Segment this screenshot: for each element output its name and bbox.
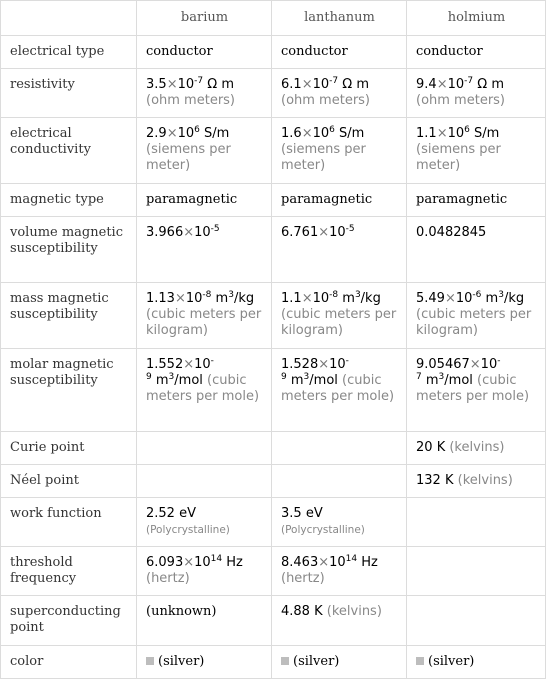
threshold-frequency-barium: $6.093\times 10^{14}$ Hz (hertz) — [137, 547, 272, 596]
row-label-work-function: work function — [1, 498, 137, 547]
threshold-frequency-lanthanum: $8.463\times 10^{14}$ Hz (hertz) — [272, 547, 407, 596]
electrical-type-lanthanum: conductor — [272, 36, 407, 69]
conductivity-lanthanum: $1.6\times 10^6$ S/m (siemens per meter) — [272, 118, 407, 184]
superconducting-point-holmium — [407, 596, 546, 646]
molar-susceptibility-holmium: $9.05467\times 10^{-7}$ $m^3$/mol (cubic meters per mole) — [407, 349, 546, 432]
table-row — [1, 69, 546, 118]
electrical-type-holmium: conductor — [407, 36, 546, 69]
row-label-electrical-type: electrical type — [1, 36, 137, 69]
row-label-mass-magnetic-susceptibility: mass magnetic susceptibility — [1, 283, 137, 349]
volume-susceptibility-holmium: 0.0482845 — [407, 217, 546, 283]
column-header-barium: barium — [137, 1, 272, 36]
mass-susceptibility-barium: $1.13\times 10^{-8}$ $m^3/kg$ (cubic meters per kilogram) — [137, 283, 272, 349]
curie-point-barium — [137, 432, 272, 465]
row-label-neel-point: Néel point — [1, 465, 137, 498]
row-label-resistivity: resistivity — [1, 69, 137, 118]
neel-point-lanthanum — [272, 465, 407, 498]
magnetic-type-barium: paramagnetic — [137, 184, 272, 217]
column-header-lanthanum: lanthanum — [272, 1, 407, 36]
row-label-electrical-conductivity: electrical conductivity — [1, 118, 137, 184]
resistivity-holmium: $9.4\times 10^{-7}$ Ω m (ohm meters) — [407, 69, 546, 118]
color-holmium: (silver) — [407, 646, 546, 679]
mass-susceptibility-holmium: $5.49\times 10^{-6}$ $m^3/kg$ (cubic meters per kilogram) — [407, 283, 546, 349]
superconducting-point-lanthanum: 4.88 K (kelvins) — [272, 596, 407, 646]
color-barium: (silver) — [137, 646, 272, 679]
color-lanthanum: (silver) — [272, 646, 407, 679]
resistivity-barium: $3.5\times 10^{-7}$ Ω m (ohm meters) — [137, 69, 272, 118]
row-label-color: color — [1, 646, 137, 679]
neel-point-holmium: 132 K (kelvins) — [407, 465, 546, 498]
work-function-lanthanum: 3.5 eV (Polycrystalline) — [272, 498, 407, 547]
conductivity-barium: $2.9\times 10^6$ S/m (siemens per meter) — [137, 118, 272, 184]
magnetic-type-holmium: paramagnetic — [407, 184, 546, 217]
table-row — [1, 283, 546, 349]
work-function-holmium — [407, 498, 546, 547]
silver-swatch-icon — [281, 657, 289, 665]
row-label-magnetic-type: magnetic type — [1, 184, 137, 217]
table-row — [1, 432, 546, 465]
table-row — [1, 118, 546, 184]
silver-swatch-icon — [146, 657, 154, 665]
magnetic-type-lanthanum: paramagnetic — [272, 184, 407, 217]
threshold-frequency-holmium — [407, 547, 546, 596]
mass-susceptibility-lanthanum: $1.1\times 10^{-8}$ $m^3/kg$ (cubic meters per kilogram) — [272, 283, 407, 349]
conductivity-holmium: $1.1\times 10^6$ S/m (siemens per meter) — [407, 118, 546, 184]
row-label-superconducting-point: superconducting point — [1, 596, 137, 646]
table-row — [1, 184, 546, 217]
work-function-barium: 2.52 eV (Polycrystalline) — [137, 498, 272, 547]
silver-swatch-icon — [416, 657, 424, 665]
electrical-type-barium: conductor — [137, 36, 272, 69]
table-row — [1, 349, 546, 432]
molar-susceptibility-barium: $1.552\times 10^{-9}$ $m^3$/mol (cubic meters per mole) — [137, 349, 272, 432]
row-label-volume-magnetic-susceptibility: volume magnetic susceptibility — [1, 217, 137, 283]
volume-susceptibility-barium: $3.966\times 10^{-5}$ — [137, 217, 272, 283]
table-row — [1, 498, 546, 547]
volume-susceptibility-lanthanum: $6.761\times 10^{-5}$ — [272, 217, 407, 283]
table-row — [1, 217, 546, 283]
table-row — [1, 36, 546, 69]
row-label-threshold-frequency: threshold frequency — [1, 547, 137, 596]
table-row — [1, 596, 546, 646]
table-row — [1, 547, 546, 596]
header-row — [1, 1, 546, 36]
resistivity-lanthanum: $6.1\times 10^{-7}$ Ω m (ohm meters) — [272, 69, 407, 118]
row-label-curie-point: Curie point — [1, 432, 137, 465]
column-header-holmium: holmium — [407, 1, 546, 36]
superconducting-point-barium: (unknown) — [137, 596, 272, 646]
table-row — [1, 646, 546, 679]
corner-cell — [1, 1, 137, 36]
curie-point-lanthanum — [272, 432, 407, 465]
curie-point-holmium: 20 K (kelvins) — [407, 432, 546, 465]
table-row — [1, 465, 546, 498]
row-label-molar-magnetic-susceptibility: molar magnetic susceptibility — [1, 349, 137, 432]
molar-susceptibility-lanthanum: $1.528\times 10^{-9}$ $m^3$/mol (cubic meters per mole) — [272, 349, 407, 432]
neel-point-barium — [137, 465, 272, 498]
